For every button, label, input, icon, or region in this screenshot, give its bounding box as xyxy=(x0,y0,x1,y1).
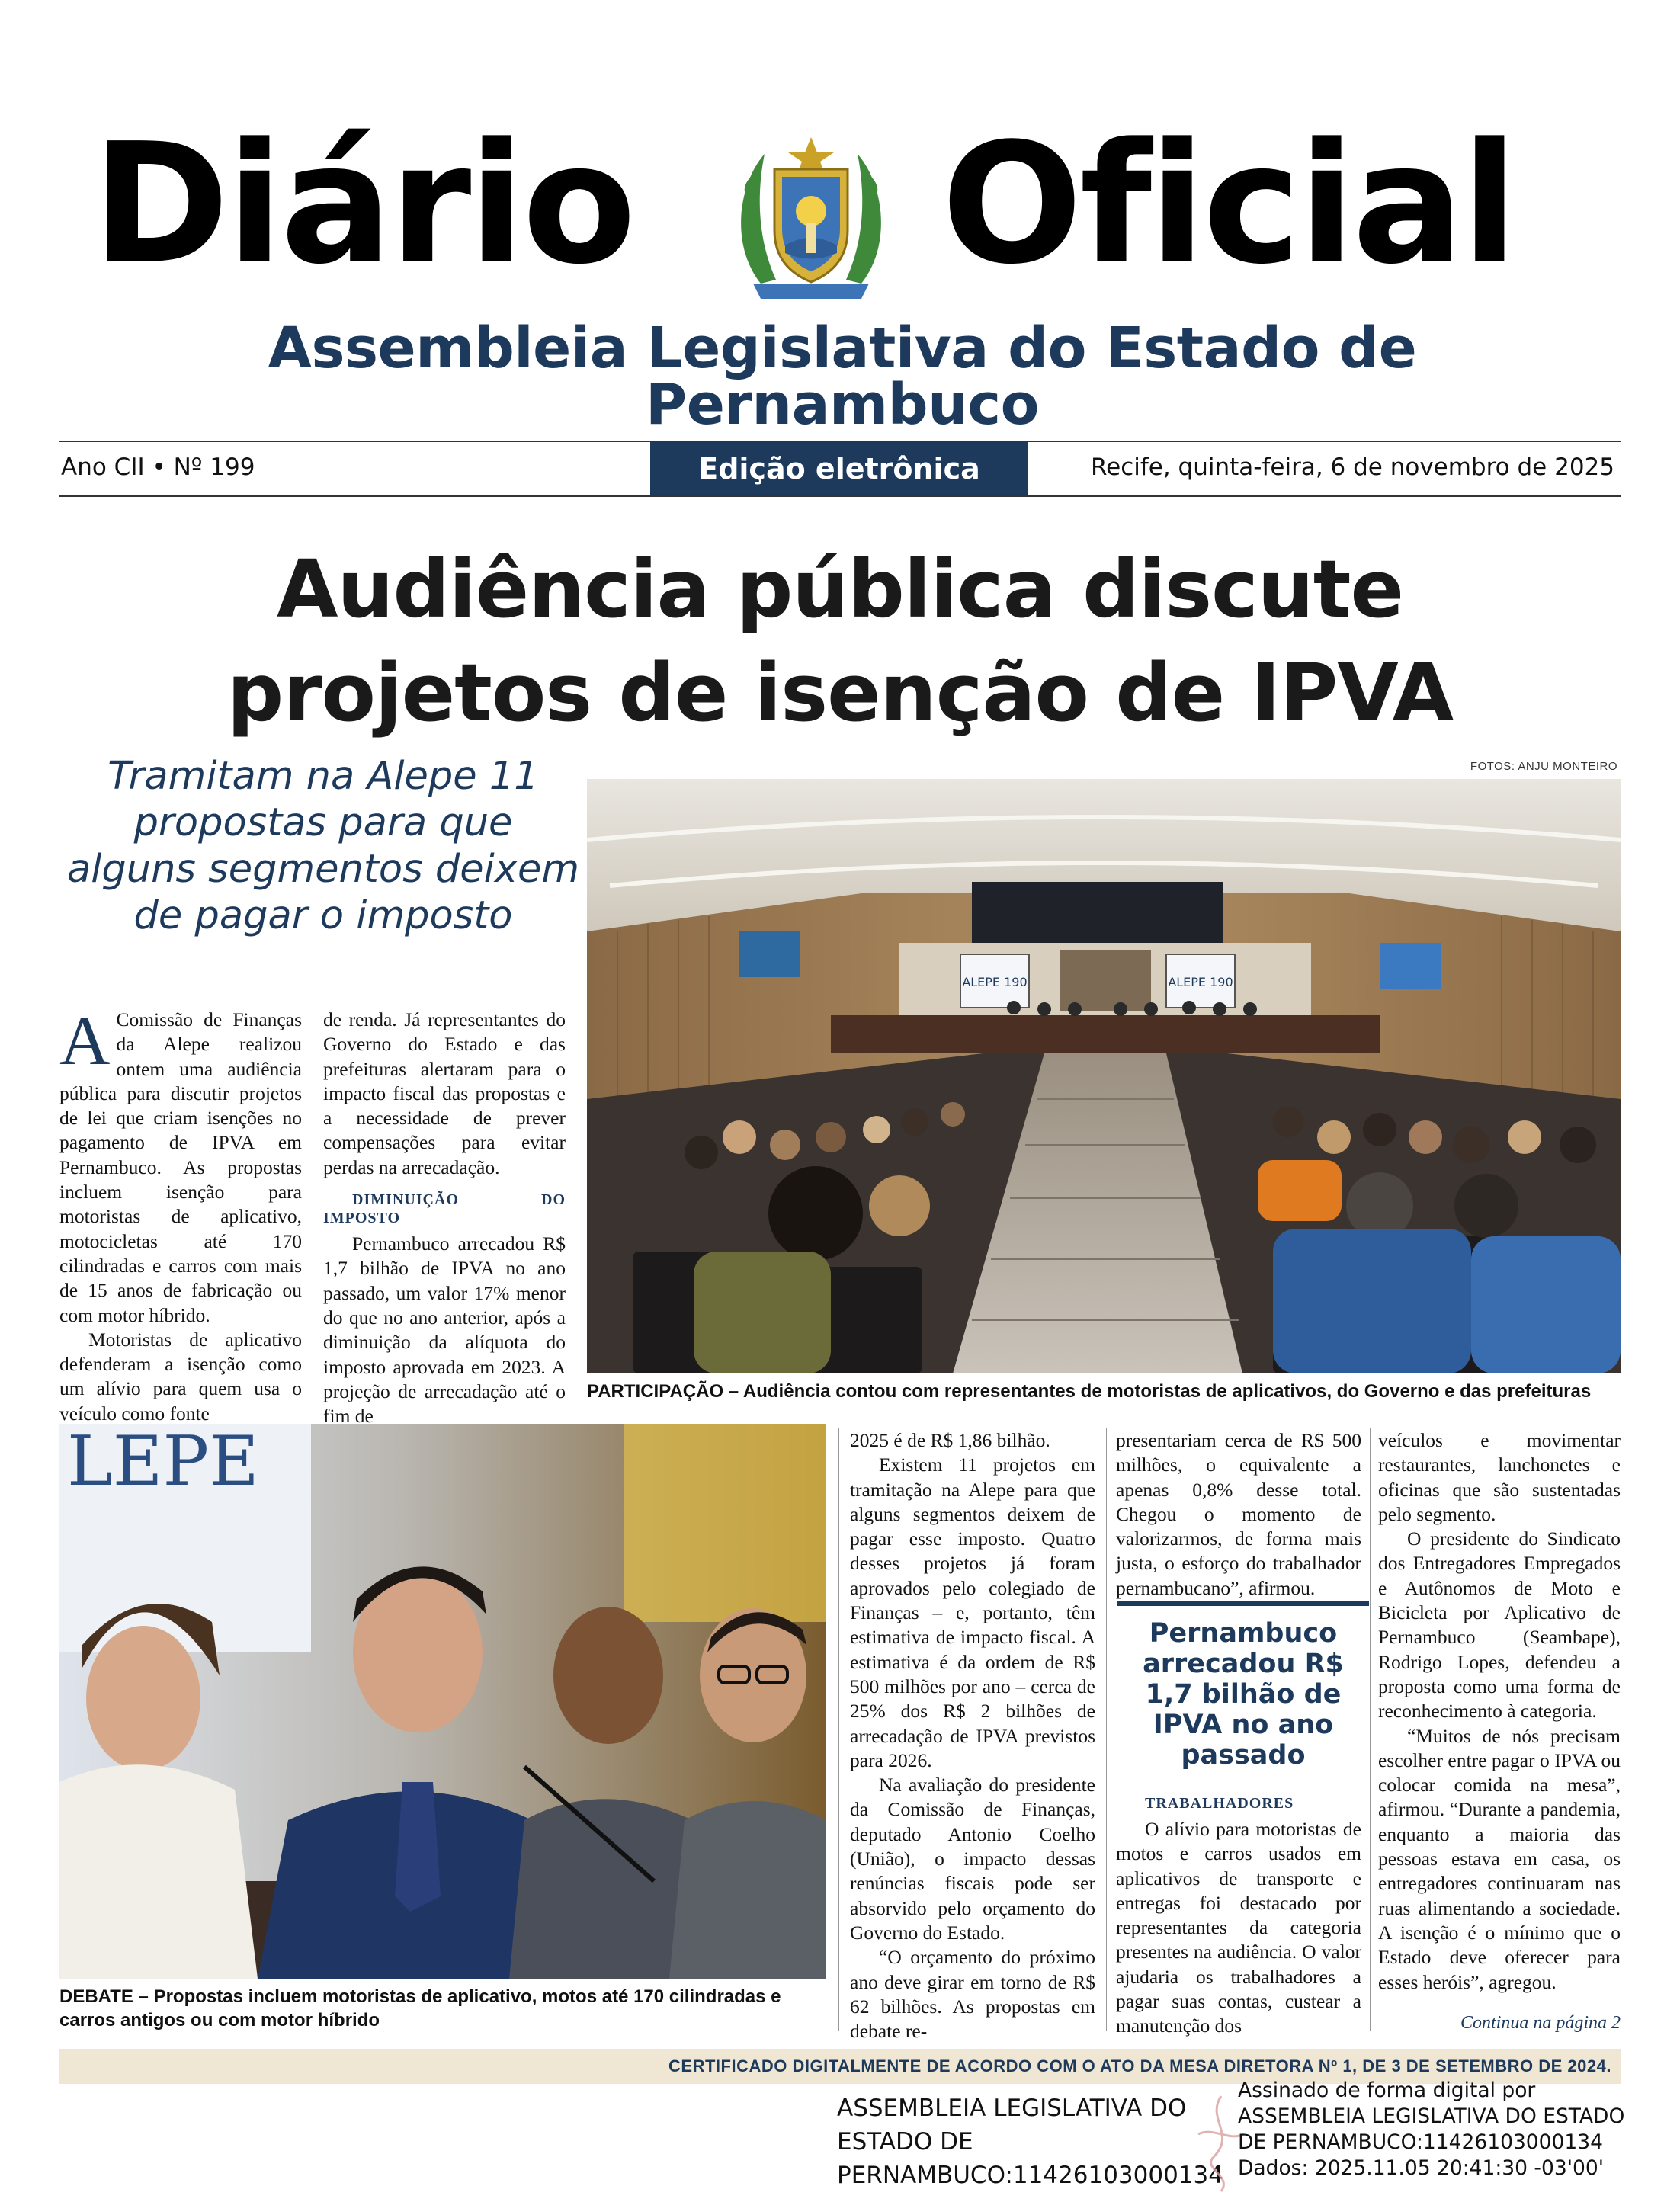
article-column-3 xyxy=(850,1428,1095,2043)
dropcap: A xyxy=(59,1002,111,1079)
column-1-paragraph-2: Motoristas de aplicativo defenderam a isenção como um alívio para quem usa o veículo como fonte xyxy=(59,1328,302,1425)
signature-line: ESTADO DE xyxy=(837,2128,973,2156)
issue-number: Ano CII • Nº 199 xyxy=(61,454,255,481)
article-column-2 xyxy=(323,1008,566,1428)
photo-debate xyxy=(59,1424,826,1979)
edition-bar-bottom-rule xyxy=(59,495,1621,497)
signature-line: PERNAMBUCO:11426103000134 xyxy=(837,2162,1223,2189)
certification-text: CERTIFICADO DIGITALMENTE DE ACORDO COM O ATO DA MESA DIRETORA Nº 1, DE 3 DE SETEMBRO DE 2024. xyxy=(668,2056,1611,2075)
column-divider xyxy=(1106,1428,1107,2031)
screen-text-left: ALEPE 190 xyxy=(962,975,1028,989)
photo-debate-wall-text: LEPE xyxy=(67,1424,259,1502)
column-2-paragraph-1: de renda. Já representantes do Governo do Estado e das prefeituras alertaram para o impacto fiscal das propostas e a necessidade de prever compensações para evitar perdas na arrecadação. xyxy=(323,1008,566,1178)
column-1-paragraph-1: Comissão de Finanças da Alepe realizou ontem uma audiência pública para discutir projetos de lei que criam isenções no pagamento de IPVA em Pernambuco. As propostas incluem isenção para motoristas de aplicativo, motocicletas até 170 cilindradas e carros com mais de 15 anos de fabricação ou com motor híbrido. xyxy=(59,1008,302,1326)
pull-quote: Pernambuco arrecadou R$ 1,7 bilhão de IPVA no ano passado xyxy=(1117,1601,1369,1726)
column-4-paragraph-1: presentariam cerca de R$ 500 milhões, o equivalente a apenas 0,8% desse total. Chegou o momento de valorizarmos, de forma mais justa, o esforço do trabalhador pernambucano”, afirmou. xyxy=(1116,1429,1361,1599)
digital-signature-details xyxy=(1238,2078,1665,2181)
photo-auditorium-illustration xyxy=(587,779,1621,1373)
headline-line-1: Audiência pública discute xyxy=(276,543,1404,636)
column-2-paragraph-2: Pernambuco arrecadou R$ 1,7 bilhão de IPVA no ano passado, um valor 17% menor do que no ano anterior, após a diminuição da alíquota do imposto aprovada em 2023. A projeção de arrecadação até o fim de xyxy=(323,1232,566,1428)
kicker-subheadline: Tramitam na Alepe 11 propostas para que alguns segmentos deixem de pagar o imposto xyxy=(66,754,580,938)
section-subhead-trabalhadores: TRABALHADORES xyxy=(1145,1795,1294,1812)
screen-text-right: ALEPE 190 xyxy=(1168,975,1233,989)
state-coat-of-arms-icon xyxy=(730,131,892,303)
column-divider xyxy=(1370,1428,1371,2031)
column-3-paragraph-1: 2025 é de R$ 1,86 bilhão. xyxy=(850,1429,1050,1451)
headline-line-2: projetos de isenção de IPVA xyxy=(226,646,1454,739)
signature-detail-line: ASSEMBLEIA LEGISLATIVA DO ESTADO xyxy=(1238,2104,1625,2128)
masthead-title-word-1: Diário xyxy=(91,108,633,301)
signature-detail-line: Assinado de forma digital por xyxy=(1238,2079,1536,2102)
section-subhead-diminuicao: DIMINUIÇÃO DO IMPOSTO xyxy=(323,1191,566,1227)
column-5-paragraph-2: O presidente do Sindicato dos Entregadores Empregados e Autônomos de Moto e Bicicleta por Aplicativo de Pernambuco (Seambape), Rodrigo Lopes, defendeu a proposta como uma forma de reconhecimento à categoria. xyxy=(1378,1527,1621,1723)
masthead-subtitle: Assembleia Legislativa do Estado de Pernambuco xyxy=(268,316,1417,438)
continued-on-page: Continua na página 2 xyxy=(1460,2013,1621,2033)
photo-auditorium-caption: PARTICIPAÇÃO – Audiência contou com representantes de motoristas de aplicativos, do Governo e das prefeituras xyxy=(587,1381,1592,1402)
digital-signature-name xyxy=(837,2091,1233,2192)
edition-date: Recife, quinta-feira, 6 de novembro de 2025 xyxy=(1090,454,1614,481)
photo-debate-illustration xyxy=(59,1424,826,1979)
column-5-paragraph-3: “Muitos de nós precisam escolher entre pagar o IPVA ou colocar comida na mesa”, afirmou. “Durante a pandemia, enquanto a maioria das pessoas estava em casa, os entregadores continuaram nas ruas alimentando a sociedade. A isenção é o mínimo que o Estado deve oferecer para esses heróis”, agregou. xyxy=(1378,1724,1621,1993)
signature-detail-line: Dados: 2025.11.05 20:41:30 -03'00' xyxy=(1238,2156,1605,2180)
headline xyxy=(91,537,1589,745)
edition-label: Edição eletrônica xyxy=(650,442,1028,495)
column-divider xyxy=(838,1428,839,2031)
photo-auditorium xyxy=(587,779,1621,1373)
article-column-1 xyxy=(59,1002,302,1426)
column-3-paragraph-4: “O orçamento do próximo ano deve girar em torno de R$ 62 bilhões. As propostas em debate re- xyxy=(850,1946,1095,2043)
signature-detail-line: DE PERNAMBUCO:11426103000134 xyxy=(1238,2130,1603,2154)
column-4-paragraph-2: O alívio para motoristas de motos e carros usados em aplicativos de transporte e entregas foi destacado por representantes da categoria presentes na audiência. O valor ajudaria os trabalhadores a pagar suas contas, custear a manutenção dos xyxy=(1116,1818,1361,2037)
masthead-title-word-2: Oficial xyxy=(941,108,1515,301)
column-3-paragraph-2: Existem 11 projetos em tramitação na Alepe para que alguns segmentos deixem de pagar esse imposto. Quatro desses projetos já foram aprovados pelo colegiado de Finanças – e, portanto, têm estimativa de impacto fiscal. A estimativa é da ordem de R$ 500 milhões por ano – cerca de 25% dos R$ 2 bilhões de arrecadação de IPVA previstos para 2026. xyxy=(850,1454,1095,1771)
article-column-5 xyxy=(1378,1428,1621,1995)
article-column-4 xyxy=(1116,1428,1361,1601)
column-3-paragraph-3: Na avaliação do presidente da Comissão de Finanças, deputado Antonio Coelho (União), o impacto dessas renúncias fiscais pode ser absorvido pelo orçamento do Governo do Estado. xyxy=(850,1774,1095,1944)
photo-credit: FOTOS: ANJU MONTEIRO xyxy=(1470,760,1617,773)
article-column-4-lower xyxy=(1116,1794,1361,2039)
photo-debate-caption: DEBATE – Propostas incluem motoristas de aplicativo, motos até 170 cilindradas e carros antigos ou com motor híbrido xyxy=(59,1986,781,2031)
column-5-paragraph-1: veículos e movimentar restaurantes, lanchonetes e oficinas que são sustentadas pelo segmento. xyxy=(1378,1429,1621,1525)
signature-line: ASSEMBLEIA LEGISLATIVA DO xyxy=(837,2095,1187,2122)
